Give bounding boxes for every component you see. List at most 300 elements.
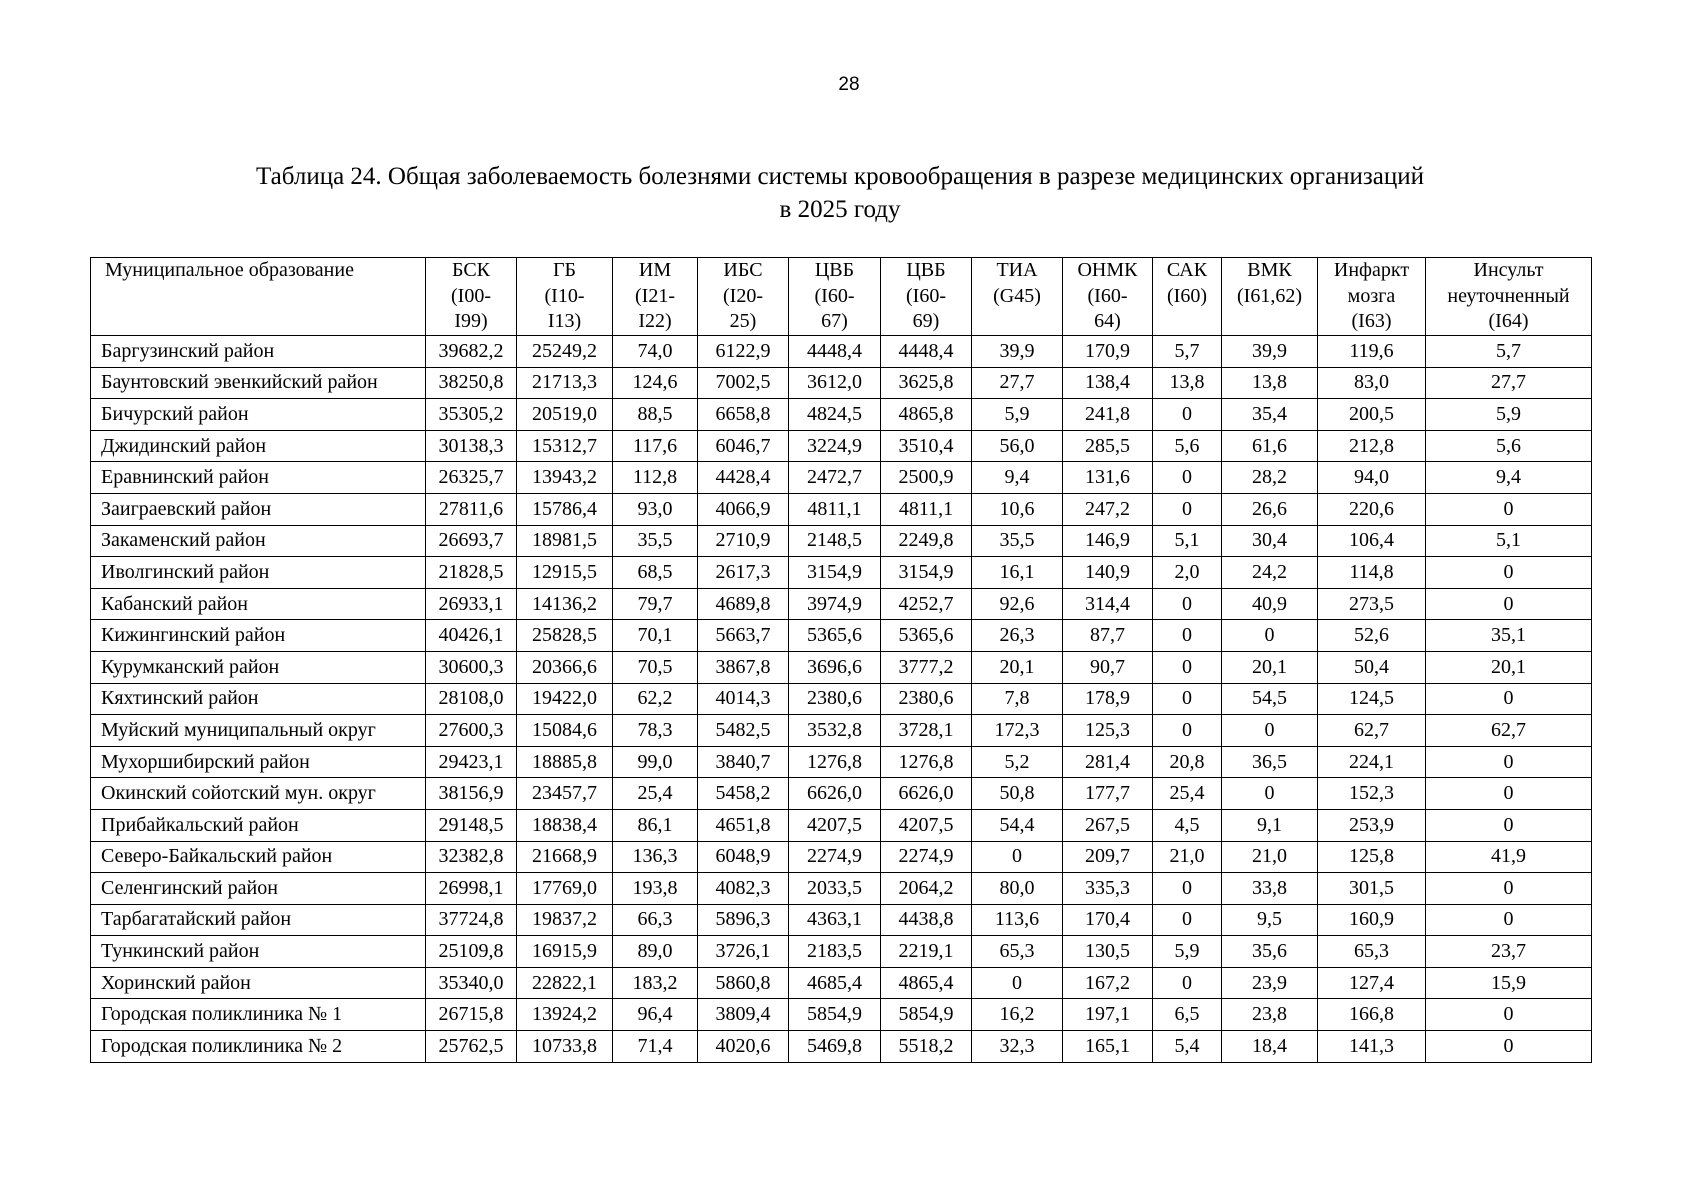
table-cell: 19837,2 (517, 904, 613, 936)
table-cell: 130,5 (1063, 936, 1153, 968)
table-cell: 127,4 (1318, 967, 1426, 999)
table-cell: 83,0 (1318, 367, 1426, 399)
page-number: 28 (838, 74, 860, 95)
table-cell: 114,8 (1318, 557, 1426, 589)
table-cell: 38250,8 (426, 367, 517, 399)
column-header: Муниципальное образование (91, 258, 426, 336)
table-cell: 5,1 (1153, 525, 1222, 557)
table-cell: 25,4 (613, 778, 698, 810)
table-cell: 5365,6 (881, 620, 972, 652)
table-cell: 41,9 (1426, 841, 1592, 873)
table-cell: 7002,5 (698, 367, 789, 399)
table-cell: 5,9 (1153, 936, 1222, 968)
table-cell: 30,4 (1222, 525, 1318, 557)
table-cell: 30600,3 (426, 651, 517, 683)
table-cell: 15084,6 (517, 715, 613, 747)
table-cell: 2249,8 (881, 525, 972, 557)
table-cell: 25109,8 (426, 936, 517, 968)
table-cell: 4689,8 (698, 588, 789, 620)
table-cell: 335,3 (1063, 873, 1153, 905)
table-cell: 13943,2 (517, 462, 613, 494)
table-cell: 4448,4 (881, 336, 972, 368)
table-cell: 193,8 (613, 873, 698, 905)
table-cell: 2064,2 (881, 873, 972, 905)
table-cell: 5663,7 (698, 620, 789, 652)
table-cell: 113,6 (972, 904, 1063, 936)
table-cell: 18,4 (1222, 1031, 1318, 1063)
table-cell: 3974,9 (789, 588, 881, 620)
table-cell: 224,1 (1318, 746, 1426, 778)
table-cell: 26693,7 (426, 525, 517, 557)
table-cell: 27811,6 (426, 493, 517, 525)
table-cell: 0 (1153, 588, 1222, 620)
table-cell: 3224,9 (789, 430, 881, 462)
table-cell: 4252,7 (881, 588, 972, 620)
table-cell: 5,4 (1153, 1031, 1222, 1063)
table-row (91, 399, 1592, 431)
table-cell: 3777,2 (881, 651, 972, 683)
table-cell: 28,2 (1222, 462, 1318, 494)
table-row (91, 809, 1592, 841)
column-header: Инсульт неуточненный (I64) (1426, 258, 1592, 336)
table-cell: 74,0 (613, 336, 698, 368)
table-cell: 0 (1426, 588, 1592, 620)
table-cell: 125,3 (1063, 715, 1153, 747)
table-cell: 10,6 (972, 493, 1063, 525)
table-cell: 0 (1426, 809, 1592, 841)
table-cell: 209,7 (1063, 841, 1153, 873)
table-cell: 54,4 (972, 809, 1063, 841)
table-cell: 16,2 (972, 999, 1063, 1031)
table-cell: 96,4 (613, 999, 698, 1031)
table-cell: 2148,5 (789, 525, 881, 557)
morbidity-table (90, 257, 1592, 1063)
table-cell: 20,1 (972, 651, 1063, 683)
table-cell: 125,8 (1318, 841, 1426, 873)
table-cell: 62,7 (1318, 715, 1426, 747)
table-row (91, 936, 1592, 968)
table-cell: 170,4 (1063, 904, 1153, 936)
table-cell: 35,5 (972, 525, 1063, 557)
table-cell: 0 (1153, 493, 1222, 525)
table-row (91, 904, 1592, 936)
table-cell: 0 (1426, 999, 1592, 1031)
table-cell: 18838,4 (517, 809, 613, 841)
column-header: БСК (I00- I99) (426, 258, 517, 336)
table-row (91, 620, 1592, 652)
table-cell: 29423,1 (426, 746, 517, 778)
table-cell: 13924,2 (517, 999, 613, 1031)
municipality-name: Курумканский район (91, 651, 426, 683)
table-cell: 4428,4 (698, 462, 789, 494)
table-cell: 6626,0 (881, 778, 972, 810)
table-cell: 0 (1426, 778, 1592, 810)
table-row (91, 588, 1592, 620)
table-cell: 6626,0 (789, 778, 881, 810)
table-cell: 136,3 (613, 841, 698, 873)
table-cell: 4811,1 (789, 493, 881, 525)
municipality-name: Мухоршибирский район (91, 746, 426, 778)
table-cell: 65,3 (1318, 936, 1426, 968)
municipality-name: Хоринский район (91, 967, 426, 999)
table-cell: 5,7 (1426, 336, 1592, 368)
table-cell: 2380,6 (789, 683, 881, 715)
table-row (91, 873, 1592, 905)
table-cell: 35,4 (1222, 399, 1318, 431)
table-cell: 4865,4 (881, 967, 972, 999)
column-header: ОНМК (I60- 64) (1063, 258, 1153, 336)
table-cell: 0 (1426, 1031, 1592, 1063)
table-cell: 241,8 (1063, 399, 1153, 431)
table-cell: 4020,6 (698, 1031, 789, 1063)
table-cell: 2,0 (1153, 557, 1222, 589)
municipality-name: Бичурский район (91, 399, 426, 431)
table-cell: 26998,1 (426, 873, 517, 905)
table-cell: 172,3 (972, 715, 1063, 747)
table-cell: 25828,5 (517, 620, 613, 652)
table-cell: 62,7 (1426, 715, 1592, 747)
table-cell: 3726,1 (698, 936, 789, 968)
table-cell: 5,9 (972, 399, 1063, 431)
table-cell: 5,6 (1426, 430, 1592, 462)
table-row (91, 841, 1592, 873)
table-cell: 36,5 (1222, 746, 1318, 778)
table-cell: 23,9 (1222, 967, 1318, 999)
table-cell: 0 (1153, 683, 1222, 715)
table-cell: 3154,9 (881, 557, 972, 589)
table-cell: 3728,1 (881, 715, 972, 747)
table-cell: 3840,7 (698, 746, 789, 778)
table-cell: 66,3 (613, 904, 698, 936)
column-header: ТИА (G45) (972, 258, 1063, 336)
municipality-name: Городская поликлиника № 2 (91, 1031, 426, 1063)
table-cell: 21713,3 (517, 367, 613, 399)
table-cell: 4207,5 (789, 809, 881, 841)
table-cell: 14136,2 (517, 588, 613, 620)
table-cell: 4824,5 (789, 399, 881, 431)
table-cell: 32382,8 (426, 841, 517, 873)
table-cell: 273,5 (1318, 588, 1426, 620)
municipality-name: Кижингинский район (91, 620, 426, 652)
table-cell: 35,1 (1426, 620, 1592, 652)
table-cell: 10733,8 (517, 1031, 613, 1063)
column-header: ГБ (I10- I13) (517, 258, 613, 336)
table-cell: 160,9 (1318, 904, 1426, 936)
table-cell: 0 (1153, 967, 1222, 999)
table-cell: 178,9 (1063, 683, 1153, 715)
column-header: ЦВБ (I60- 67) (789, 258, 881, 336)
table-cell: 78,3 (613, 715, 698, 747)
table-cell: 165,1 (1063, 1031, 1153, 1063)
table-cell: 24,2 (1222, 557, 1318, 589)
table-row (91, 557, 1592, 589)
table-cell: 5854,9 (881, 999, 972, 1031)
table-cell: 40,9 (1222, 588, 1318, 620)
table-cell: 28108,0 (426, 683, 517, 715)
table-cell: 7,8 (972, 683, 1063, 715)
table-cell: 117,6 (613, 430, 698, 462)
table-cell: 86,1 (613, 809, 698, 841)
table-row (91, 683, 1592, 715)
table-cell: 21668,9 (517, 841, 613, 873)
table-cell: 16915,9 (517, 936, 613, 968)
table-cell: 3510,4 (881, 430, 972, 462)
table-cell: 247,2 (1063, 493, 1153, 525)
table-cell: 152,3 (1318, 778, 1426, 810)
table-cell: 4448,4 (789, 336, 881, 368)
table-cell: 94,0 (1318, 462, 1426, 494)
table-cell: 5,6 (1153, 430, 1222, 462)
table-cell: 35340,0 (426, 967, 517, 999)
table-cell: 23457,7 (517, 778, 613, 810)
table-cell: 89,0 (613, 936, 698, 968)
table-row (91, 336, 1592, 368)
column-header: ИБС (I20- 25) (698, 258, 789, 336)
table-cell: 38156,9 (426, 778, 517, 810)
table-cell: 0 (1426, 493, 1592, 525)
table-cell: 9,1 (1222, 809, 1318, 841)
table-cell: 124,5 (1318, 683, 1426, 715)
table-cell: 301,5 (1318, 873, 1426, 905)
table-cell: 18981,5 (517, 525, 613, 557)
municipality-name: Городская поликлиника № 1 (91, 999, 426, 1031)
table-cell: 2617,3 (698, 557, 789, 589)
column-header: ВМК (I61,62) (1222, 258, 1318, 336)
table-cell: 15786,4 (517, 493, 613, 525)
table-cell: 3154,9 (789, 557, 881, 589)
table-cell: 0 (972, 967, 1063, 999)
table-cell: 212,8 (1318, 430, 1426, 462)
municipality-name: Тарбагатайский район (91, 904, 426, 936)
table-cell: 92,6 (972, 588, 1063, 620)
table-cell: 6046,7 (698, 430, 789, 462)
municipality-name: Баунтовский эвенкийский район (91, 367, 426, 399)
table-cell: 9,4 (972, 462, 1063, 494)
municipality-name: Кабанский район (91, 588, 426, 620)
table-cell: 0 (1153, 462, 1222, 494)
table-cell: 13,8 (1222, 367, 1318, 399)
table-cell: 4685,4 (789, 967, 881, 999)
table-cell: 5482,5 (698, 715, 789, 747)
table-cell: 27600,3 (426, 715, 517, 747)
table-cell: 281,4 (1063, 746, 1153, 778)
table-cell: 141,3 (1318, 1031, 1426, 1063)
table-cell: 30138,3 (426, 430, 517, 462)
table-cell: 2710,9 (698, 525, 789, 557)
table-cell: 4438,8 (881, 904, 972, 936)
table-cell: 4082,3 (698, 873, 789, 905)
table-cell: 40426,1 (426, 620, 517, 652)
table-cell: 56,0 (972, 430, 1063, 462)
table-cell: 183,2 (613, 967, 698, 999)
table-cell: 200,5 (1318, 399, 1426, 431)
table-cell: 119,6 (1318, 336, 1426, 368)
table-cell: 2219,1 (881, 936, 972, 968)
table-cell: 68,5 (613, 557, 698, 589)
column-header: САК (I60) (1153, 258, 1222, 336)
table-row (91, 525, 1592, 557)
table-cell: 39682,2 (426, 336, 517, 368)
table-cell: 0 (1426, 873, 1592, 905)
table-cell: 26,3 (972, 620, 1063, 652)
table-cell: 3809,4 (698, 999, 789, 1031)
table-cell: 15312,7 (517, 430, 613, 462)
table-cell: 2033,5 (789, 873, 881, 905)
table-cell: 4363,1 (789, 904, 881, 936)
table-cell: 39,9 (1222, 336, 1318, 368)
table-cell: 33,8 (1222, 873, 1318, 905)
table-cell: 140,9 (1063, 557, 1153, 589)
table-cell: 50,8 (972, 778, 1063, 810)
table-cell: 99,0 (613, 746, 698, 778)
table-cell: 4865,8 (881, 399, 972, 431)
table-cell: 80,0 (972, 873, 1063, 905)
table-row (91, 967, 1592, 999)
table-cell: 0 (1153, 873, 1222, 905)
table-cell: 5,7 (1153, 336, 1222, 368)
table-row (91, 746, 1592, 778)
municipality-name: Тункинский район (91, 936, 426, 968)
table-cell: 12915,5 (517, 557, 613, 589)
table-cell: 124,6 (613, 367, 698, 399)
table-cell: 39,9 (972, 336, 1063, 368)
table-cell: 267,5 (1063, 809, 1153, 841)
table-cell: 131,6 (1063, 462, 1153, 494)
municipality-name: Селенгинский район (91, 873, 426, 905)
table-cell: 25762,5 (426, 1031, 517, 1063)
table-cell: 0 (1153, 399, 1222, 431)
table-cell: 106,4 (1318, 525, 1426, 557)
table-cell: 6122,9 (698, 336, 789, 368)
table-cell: 5,9 (1426, 399, 1592, 431)
table-title-line-2: в 2025 году (779, 196, 901, 223)
table-cell: 138,4 (1063, 367, 1153, 399)
table-cell: 0 (1426, 683, 1592, 715)
table-cell: 6,5 (1153, 999, 1222, 1031)
table-row (91, 778, 1592, 810)
table-row (91, 651, 1592, 683)
table-cell: 71,4 (613, 1031, 698, 1063)
table-cell: 35305,2 (426, 399, 517, 431)
table-cell: 170,9 (1063, 336, 1153, 368)
table-row (91, 715, 1592, 747)
table-cell: 21,0 (1222, 841, 1318, 873)
table-cell: 27,7 (1426, 367, 1592, 399)
table-cell: 0 (972, 841, 1063, 873)
table-row (91, 493, 1592, 525)
table-cell: 0 (1222, 715, 1318, 747)
table-title (140, 160, 1540, 226)
table-cell: 4651,8 (698, 809, 789, 841)
municipality-name: Северо-Байкальский район (91, 841, 426, 873)
table-cell: 25,4 (1153, 778, 1222, 810)
municipality-name: Окинский сойотский мун. округ (91, 778, 426, 810)
table-cell: 25249,2 (517, 336, 613, 368)
table-cell: 70,5 (613, 651, 698, 683)
table-cell: 4014,3 (698, 683, 789, 715)
table-cell: 20,1 (1222, 651, 1318, 683)
table-cell: 1276,8 (789, 746, 881, 778)
table-cell: 37724,8 (426, 904, 517, 936)
table-cell: 70,1 (613, 620, 698, 652)
table-cell: 20,8 (1153, 746, 1222, 778)
table-cell: 166,8 (1318, 999, 1426, 1031)
table-cell: 0 (1222, 778, 1318, 810)
table-cell: 167,2 (1063, 967, 1153, 999)
table-cell: 0 (1153, 651, 1222, 683)
table-title-line-1: Таблица 24. Общая заболеваемость болезнями системы кровообращения в разрезе медицинских организаций (256, 163, 1424, 190)
table-cell: 5518,2 (881, 1031, 972, 1063)
table-cell: 18885,8 (517, 746, 613, 778)
table-cell: 23,7 (1426, 936, 1592, 968)
table-row (91, 1031, 1592, 1063)
table-cell: 4066,9 (698, 493, 789, 525)
column-header: Инфаркт мозга (I63) (1318, 258, 1426, 336)
municipality-name: Кяхтинский район (91, 683, 426, 715)
table-cell: 19422,0 (517, 683, 613, 715)
table-cell: 1276,8 (881, 746, 972, 778)
table-cell: 65,3 (972, 936, 1063, 968)
table-cell: 0 (1426, 746, 1592, 778)
table-row (91, 430, 1592, 462)
table-cell: 29148,5 (426, 809, 517, 841)
table-row (91, 999, 1592, 1031)
table-cell: 26,6 (1222, 493, 1318, 525)
table-cell: 87,7 (1063, 620, 1153, 652)
table-cell: 253,9 (1318, 809, 1426, 841)
table-cell: 4811,1 (881, 493, 972, 525)
table-cell: 3696,6 (789, 651, 881, 683)
municipality-name: Заиграевский район (91, 493, 426, 525)
table-cell: 32,3 (972, 1031, 1063, 1063)
table-cell: 146,9 (1063, 525, 1153, 557)
table-cell: 4207,5 (881, 809, 972, 841)
municipality-name: Иволгинский район (91, 557, 426, 589)
table-cell: 5469,8 (789, 1031, 881, 1063)
table-cell: 90,7 (1063, 651, 1153, 683)
table-cell: 5,2 (972, 746, 1063, 778)
table-cell: 5365,6 (789, 620, 881, 652)
municipality-name: Муйский муниципальный округ (91, 715, 426, 747)
table-cell: 54,5 (1222, 683, 1318, 715)
table-cell: 20,1 (1426, 651, 1592, 683)
table-cell: 2472,7 (789, 462, 881, 494)
table-cell: 4,5 (1153, 809, 1222, 841)
municipality-name: Баргузинский район (91, 336, 426, 368)
table-cell: 285,5 (1063, 430, 1153, 462)
column-header: ЦВБ (I60- 69) (881, 258, 972, 336)
table-cell: 5458,2 (698, 778, 789, 810)
table-row (91, 462, 1592, 494)
table-body (91, 336, 1592, 1063)
table-cell: 13,8 (1153, 367, 1222, 399)
table-cell: 314,4 (1063, 588, 1153, 620)
table-cell: 6658,8 (698, 399, 789, 431)
table-cell: 2500,9 (881, 462, 972, 494)
table-cell: 3867,8 (698, 651, 789, 683)
table-cell: 52,6 (1318, 620, 1426, 652)
table-cell: 0 (1222, 620, 1318, 652)
table-row (91, 367, 1592, 399)
table-cell: 50,4 (1318, 651, 1426, 683)
table-cell: 20519,0 (517, 399, 613, 431)
table-cell: 3612,0 (789, 367, 881, 399)
table-cell: 0 (1153, 715, 1222, 747)
table-cell: 35,6 (1222, 936, 1318, 968)
table-cell: 5,1 (1426, 525, 1592, 557)
table-cell: 6048,9 (698, 841, 789, 873)
table-cell: 21,0 (1153, 841, 1222, 873)
